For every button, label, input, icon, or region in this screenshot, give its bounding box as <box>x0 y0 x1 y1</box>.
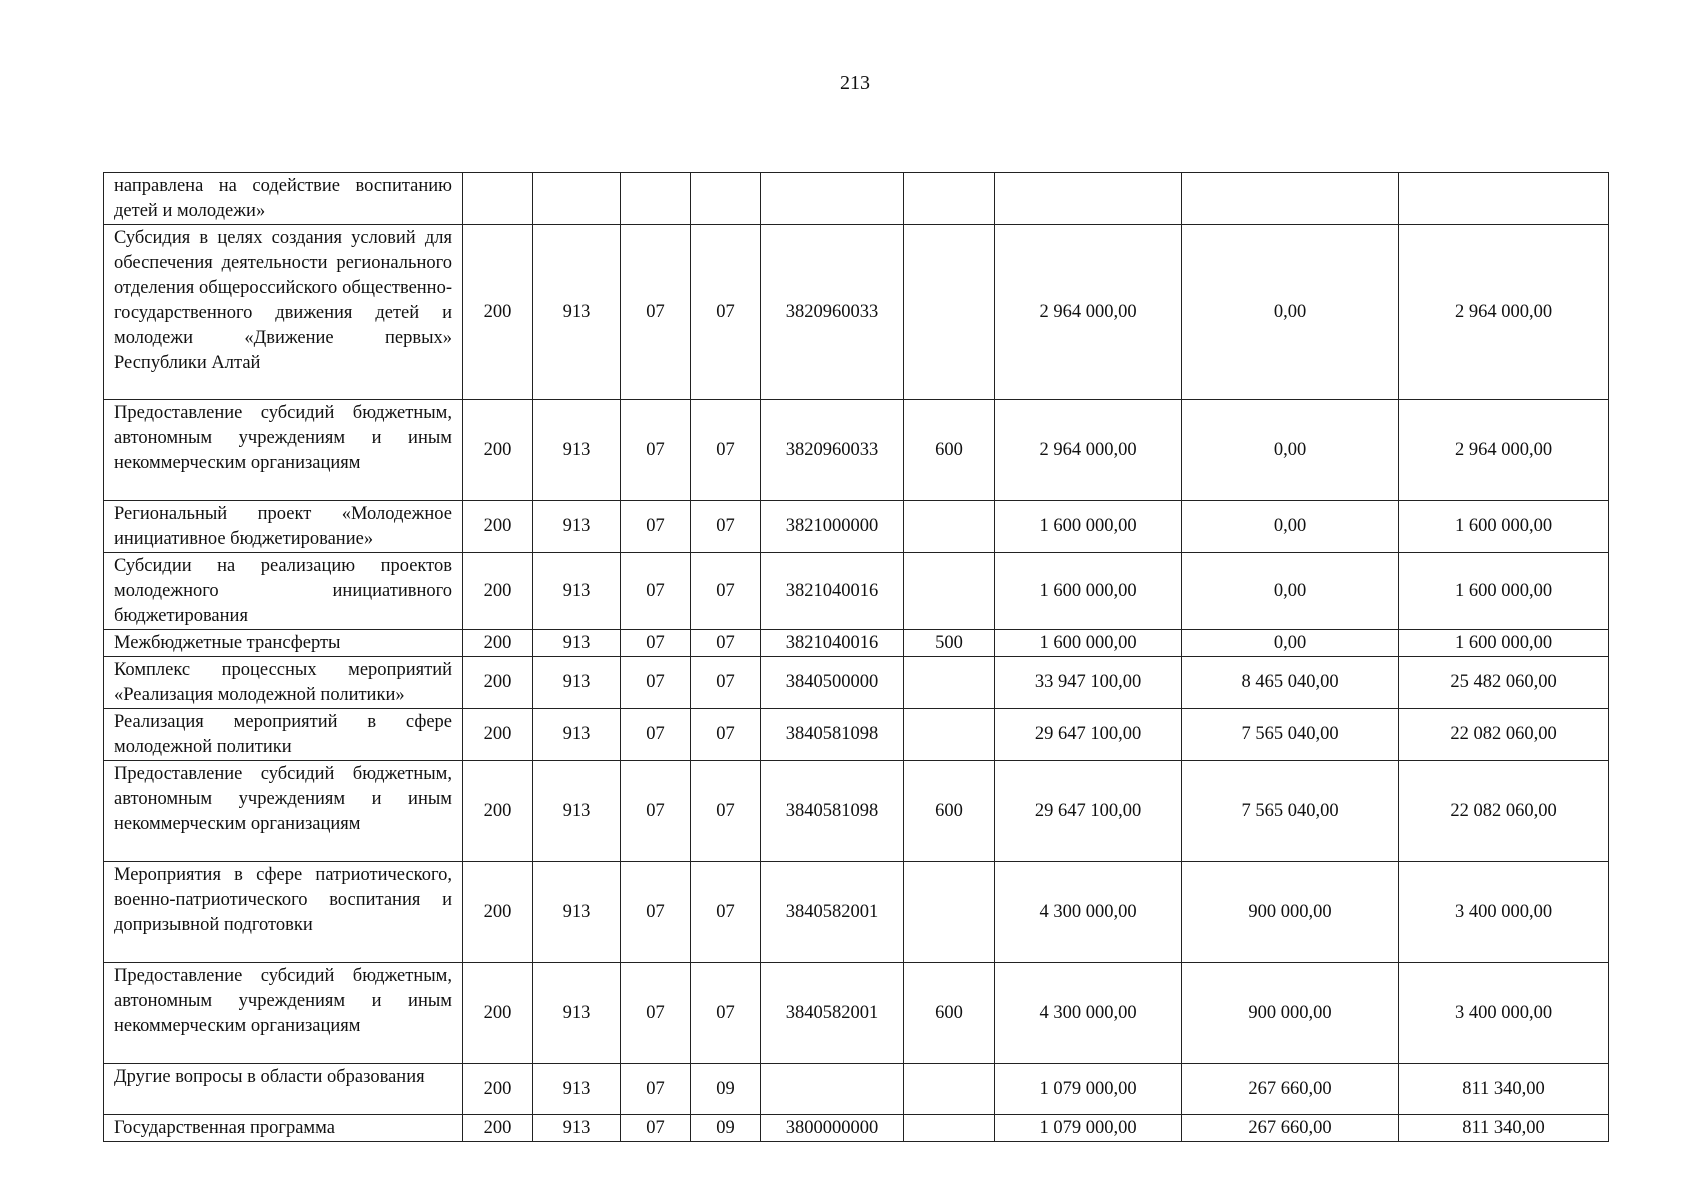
cell-ppp <box>463 173 533 225</box>
cell-total: 1 079 000,00 <box>995 1064 1182 1115</box>
cell-sum3: 1 600 000,00 <box>1399 630 1609 657</box>
cell-sum3: 811 340,00 <box>1399 1115 1609 1142</box>
cell-sum2: 0,00 <box>1182 501 1399 553</box>
cell-sum3: 25 482 060,00 <box>1399 657 1609 709</box>
cell-ppp: 200 <box>463 1115 533 1142</box>
cell-pr: 07 <box>691 400 761 501</box>
cell-csr: 3820960033 <box>761 400 904 501</box>
cell-rz: 07 <box>621 1115 691 1142</box>
cell-rz: 07 <box>621 225 691 400</box>
cell-csr: 3840500000 <box>761 657 904 709</box>
cell-total: 29 647 100,00 <box>995 761 1182 862</box>
cell-vr <box>904 553 995 630</box>
cell-total: 33 947 100,00 <box>995 657 1182 709</box>
cell-csr: 3840582001 <box>761 862 904 963</box>
table-row <box>104 1115 1609 1142</box>
cell-sum3: 1 600 000,00 <box>1399 553 1609 630</box>
cell-csr <box>761 173 904 225</box>
cell-rz: 07 <box>621 501 691 553</box>
cell-csr: 3821000000 <box>761 501 904 553</box>
cell-total: 1 600 000,00 <box>995 501 1182 553</box>
row-name: Мероприятия в сфере патриотического, военно-патриотического воспитания и допризывной подготовки <box>104 862 463 963</box>
cell-pr: 07 <box>691 761 761 862</box>
cell-total: 1 079 000,00 <box>995 1115 1182 1142</box>
table-row <box>104 173 1609 225</box>
cell-sum2: 267 660,00 <box>1182 1064 1399 1115</box>
table-body <box>104 173 1609 1142</box>
cell-grbs: 913 <box>533 761 621 862</box>
row-name: Субсидия в целях создания условий для обеспечения деятельности регионального отделения общероссийского общественно-государственного движения детей и молодежи «Движение первых» Республики Алтай <box>104 225 463 400</box>
cell-total: 1 600 000,00 <box>995 630 1182 657</box>
table-row <box>104 761 1609 862</box>
table-row <box>104 400 1609 501</box>
cell-csr: 3840581098 <box>761 709 904 761</box>
table-row <box>104 709 1609 761</box>
cell-sum2: 267 660,00 <box>1182 1115 1399 1142</box>
cell-ppp: 200 <box>463 709 533 761</box>
cell-csr: 3840581098 <box>761 761 904 862</box>
cell-pr: 07 <box>691 709 761 761</box>
cell-total: 2 964 000,00 <box>995 225 1182 400</box>
table-row <box>104 862 1609 963</box>
cell-total <box>995 173 1182 225</box>
cell-csr: 3800000000 <box>761 1115 904 1142</box>
cell-vr: 600 <box>904 400 995 501</box>
cell-total: 1 600 000,00 <box>995 553 1182 630</box>
row-name: Региональный проект «Молодежное инициативное бюджетирование» <box>104 501 463 553</box>
row-name: Субсидии на реализацию проектов молодежного инициативного бюджетирования <box>104 553 463 630</box>
cell-rz: 07 <box>621 553 691 630</box>
table-row <box>104 553 1609 630</box>
cell-grbs: 913 <box>533 1115 621 1142</box>
cell-total: 2 964 000,00 <box>995 400 1182 501</box>
cell-vr: 600 <box>904 963 995 1064</box>
row-name: Межбюджетные трансферты <box>104 630 463 657</box>
cell-ppp: 200 <box>463 761 533 862</box>
cell-rz: 07 <box>621 963 691 1064</box>
cell-rz <box>621 173 691 225</box>
cell-ppp: 200 <box>463 553 533 630</box>
cell-vr <box>904 1064 995 1115</box>
cell-rz: 07 <box>621 1064 691 1115</box>
page-number: 213 <box>840 72 870 94</box>
cell-sum3: 3 400 000,00 <box>1399 963 1609 1064</box>
cell-ppp: 200 <box>463 1064 533 1115</box>
row-name: Другие вопросы в области образования <box>104 1064 463 1115</box>
cell-vr <box>904 657 995 709</box>
table-row <box>104 657 1609 709</box>
table-row <box>104 225 1609 400</box>
cell-vr <box>904 173 995 225</box>
cell-sum2: 7 565 040,00 <box>1182 709 1399 761</box>
cell-grbs: 913 <box>533 709 621 761</box>
cell-pr: 09 <box>691 1115 761 1142</box>
table-row <box>104 963 1609 1064</box>
cell-vr <box>904 862 995 963</box>
cell-total: 29 647 100,00 <box>995 709 1182 761</box>
cell-sum3: 811 340,00 <box>1399 1064 1609 1115</box>
cell-sum2: 8 465 040,00 <box>1182 657 1399 709</box>
row-name: Предоставление субсидий бюджетным, автономным учреждениям и иным некоммерческим организациям <box>104 400 463 501</box>
cell-vr: 600 <box>904 761 995 862</box>
cell-vr <box>904 1115 995 1142</box>
cell-pr: 07 <box>691 657 761 709</box>
cell-ppp: 200 <box>463 657 533 709</box>
row-name: Предоставление субсидий бюджетным, автономным учреждениям и иным некоммерческим организациям <box>104 761 463 862</box>
cell-rz: 07 <box>621 862 691 963</box>
cell-csr: 3821040016 <box>761 630 904 657</box>
cell-grbs: 913 <box>533 657 621 709</box>
cell-ppp: 200 <box>463 400 533 501</box>
cell-vr <box>904 225 995 400</box>
row-name: Государственная программа <box>104 1115 463 1142</box>
cell-pr: 07 <box>691 963 761 1064</box>
cell-grbs: 913 <box>533 225 621 400</box>
table-row <box>104 630 1609 657</box>
cell-sum3: 1 600 000,00 <box>1399 501 1609 553</box>
cell-sum3: 22 082 060,00 <box>1399 709 1609 761</box>
cell-pr: 07 <box>691 862 761 963</box>
table-row <box>104 1064 1609 1115</box>
cell-grbs: 913 <box>533 553 621 630</box>
cell-rz: 07 <box>621 709 691 761</box>
cell-rz: 07 <box>621 657 691 709</box>
cell-vr <box>904 709 995 761</box>
cell-grbs: 913 <box>533 963 621 1064</box>
row-name: Реализация мероприятий в сфере молодежной политики <box>104 709 463 761</box>
cell-csr <box>761 1064 904 1115</box>
cell-ppp: 200 <box>463 225 533 400</box>
cell-pr: 07 <box>691 501 761 553</box>
cell-grbs: 913 <box>533 400 621 501</box>
cell-sum2 <box>1182 173 1399 225</box>
cell-csr: 3821040016 <box>761 553 904 630</box>
cell-pr: 07 <box>691 630 761 657</box>
cell-sum2: 0,00 <box>1182 225 1399 400</box>
cell-sum3 <box>1399 173 1609 225</box>
cell-ppp: 200 <box>463 630 533 657</box>
budget-table <box>103 172 1609 1142</box>
row-name: Предоставление субсидий бюджетным, автономным учреждениям и иным некоммерческим организациям <box>104 963 463 1064</box>
cell-grbs: 913 <box>533 501 621 553</box>
cell-sum2: 7 565 040,00 <box>1182 761 1399 862</box>
cell-sum3: 2 964 000,00 <box>1399 225 1609 400</box>
cell-pr: 09 <box>691 1064 761 1115</box>
cell-grbs: 913 <box>533 862 621 963</box>
cell-rz: 07 <box>621 761 691 862</box>
cell-ppp: 200 <box>463 963 533 1064</box>
cell-sum2: 0,00 <box>1182 630 1399 657</box>
table-row <box>104 501 1609 553</box>
cell-pr <box>691 173 761 225</box>
cell-pr: 07 <box>691 225 761 400</box>
cell-sum2: 900 000,00 <box>1182 963 1399 1064</box>
row-name: Комплекс процессных мероприятий «Реализация молодежной политики» <box>104 657 463 709</box>
cell-grbs <box>533 173 621 225</box>
cell-sum3: 22 082 060,00 <box>1399 761 1609 862</box>
cell-csr: 3820960033 <box>761 225 904 400</box>
cell-ppp: 200 <box>463 501 533 553</box>
cell-grbs: 913 <box>533 1064 621 1115</box>
cell-rz: 07 <box>621 630 691 657</box>
cell-vr <box>904 501 995 553</box>
cell-csr: 3840582001 <box>761 963 904 1064</box>
cell-sum3: 2 964 000,00 <box>1399 400 1609 501</box>
cell-grbs: 913 <box>533 630 621 657</box>
cell-pr: 07 <box>691 553 761 630</box>
cell-sum3: 3 400 000,00 <box>1399 862 1609 963</box>
row-name: направлена на содействие воспитанию детей и молодежи» <box>104 173 463 225</box>
cell-rz: 07 <box>621 400 691 501</box>
cell-sum2: 0,00 <box>1182 400 1399 501</box>
cell-sum2: 900 000,00 <box>1182 862 1399 963</box>
cell-vr: 500 <box>904 630 995 657</box>
cell-total: 4 300 000,00 <box>995 963 1182 1064</box>
cell-sum2: 0,00 <box>1182 553 1399 630</box>
cell-ppp: 200 <box>463 862 533 963</box>
cell-total: 4 300 000,00 <box>995 862 1182 963</box>
